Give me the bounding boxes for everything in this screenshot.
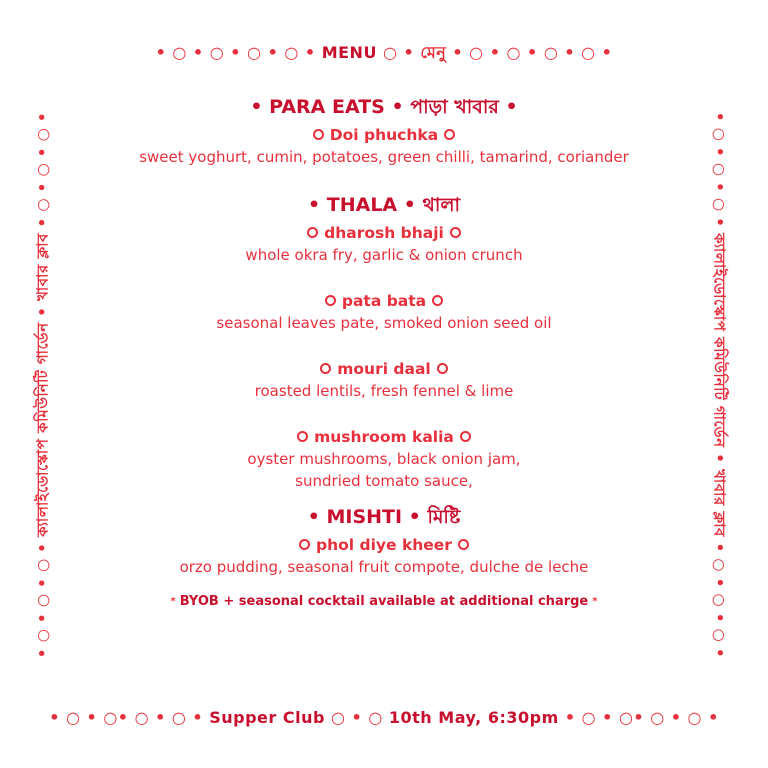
dish-name: phol diye kheer (316, 536, 452, 554)
dish-item (110, 222, 658, 266)
ring-icon (450, 227, 461, 238)
dish-description: roasted lentils, fresh fennel & lime (254, 382, 514, 400)
header-ornament-right: • ○ • ○ • ○ • (489, 43, 613, 62)
note-text: BYOB + seasonal cocktail available at additional charge (179, 594, 589, 609)
star-icon: * (592, 596, 598, 607)
dish-name: dharosh bhaji (324, 224, 444, 242)
dish-name: mouri daal (337, 360, 431, 378)
footer-date: 10th May, 6:30pm (388, 708, 559, 727)
dish-item (110, 358, 658, 402)
header-title-en: MENU (321, 43, 377, 62)
section-title: • PARA EATS • পাড়া খাবার • (250, 96, 518, 118)
dish-item (110, 426, 658, 492)
dish-description: oyster mushrooms, black onion jam, sundried tomato sauce, (247, 450, 521, 490)
ring-icon (299, 539, 310, 550)
section-thala (110, 192, 658, 492)
footer-mid: ○ • ○ (331, 708, 383, 727)
dish-item (110, 124, 658, 168)
dish-item (110, 534, 658, 578)
byob-note (110, 592, 658, 612)
dish-item (110, 290, 658, 334)
dish-description: sweet yoghurt, cumin, potatoes, green chilli, tamarind, coriander (139, 148, 629, 166)
dish-description: whole okra fry, garlic & onion crunch (245, 246, 523, 264)
ring-icon (458, 539, 469, 550)
ring-icon (432, 295, 443, 306)
side-text-left: • ○ • ○ • ○ • ক্যালাইডোস্কোপ কমিউনিটি গার্ডেন • খাবার ক্লাব • ○ • ○ • ○ • (33, 111, 52, 659)
ring-icon (325, 295, 336, 306)
section-para-eats (110, 94, 658, 168)
ring-icon (307, 227, 318, 238)
dish-name: Doi phuchka (329, 126, 439, 144)
menu-body (110, 94, 658, 612)
footer-ornament-left: • ○ • ○• ○ • ○ • (49, 708, 204, 727)
dish-description: orzo pudding, seasonal fruit compote, dulche de leche (179, 558, 589, 576)
header-banner (0, 40, 768, 67)
section-title: • MISHTI • মিষ্টি (307, 506, 461, 528)
header-ornament-left: • ○ • ○ • ○ • ○ • (155, 43, 316, 62)
section-mishti (110, 504, 658, 578)
side-text-right: • ○ • ○ • ○ • ক্যালাইডোস্কোপ কমিউনিটি গার্ডেন • খাবার ক্লাব • ○ • ○ • ○ • (710, 111, 729, 659)
ring-icon (297, 431, 308, 442)
ring-icon (313, 129, 324, 140)
ring-icon (320, 363, 331, 374)
ring-icon (437, 363, 448, 374)
ring-icon (444, 129, 455, 140)
dish-name: mushroom kalia (314, 428, 454, 446)
dish-description: seasonal leaves pate, smoked onion seed oil (216, 314, 552, 332)
footer-event: Supper Club (209, 708, 325, 727)
footer-banner (0, 708, 768, 727)
dish-name: pata bata (341, 292, 427, 310)
section-title: • THALA • থালা (308, 194, 460, 216)
footer-ornament-right: • ○ • ○• ○ • ○ • (564, 708, 719, 727)
star-icon: * (170, 596, 176, 607)
header-title-bn: ○ • মেনু • ○ (383, 43, 484, 62)
ring-icon (460, 431, 471, 442)
